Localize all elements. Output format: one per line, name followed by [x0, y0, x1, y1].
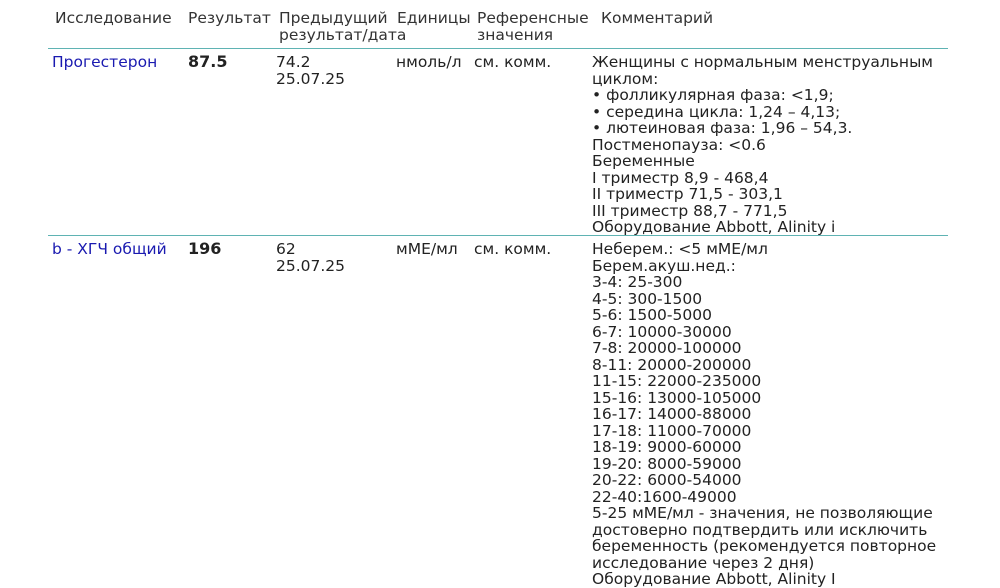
- column-header-units-label: Единицы: [397, 9, 471, 27]
- comment-line: I триместр 8,9 - 468,4: [592, 168, 769, 187]
- column-header-previous-line1: Предыдущий: [279, 9, 388, 27]
- column-header-previous: [279, 10, 406, 43]
- comment-line: • середина цикла: 1,24 – 4,13;: [592, 102, 841, 121]
- column-header-study: [55, 10, 172, 27]
- reference-progesterone: см. комм.: [474, 53, 552, 71]
- comment-line: Оборудование Abbott, Alinity i: [592, 218, 836, 236]
- comment-line: циклом:: [592, 69, 659, 88]
- comment-line: • фолликулярная фаза: <1,9;: [592, 86, 834, 104]
- comment-line: 11-15: 22000-235000: [592, 372, 762, 390]
- result-value-progesterone: 87.5: [188, 52, 228, 71]
- column-header-result: [188, 10, 271, 27]
- column-header-result-label: Результат: [188, 9, 271, 27]
- comment-line: Оборудование Abbott, Alinity I: [592, 570, 836, 588]
- comment-line: 17-18: 11000-70000: [592, 421, 752, 440]
- comment-line: 6-7: 10000-30000: [592, 322, 732, 341]
- comment-line: достоверно подтвердить или исключить: [592, 520, 928, 539]
- reference-b-hcg: см. комм.: [474, 240, 552, 258]
- comment-line: 8-11: 20000-200000: [592, 355, 752, 374]
- header-divider: [48, 48, 948, 49]
- comment-b-hcg: [592, 241, 952, 588]
- comment-line: Женщины с нормальным менструальным: [592, 53, 933, 71]
- column-header-reference-line2: значения: [477, 25, 554, 44]
- comment-line: II триместр 71,5 - 303,1: [592, 185, 783, 203]
- comment-line: 22-40:1600-49000: [592, 487, 737, 506]
- column-header-study-label: Исследование: [55, 9, 172, 27]
- previous-date: 25.07.25: [276, 256, 346, 275]
- comment-line: беременность (рекомендуется повторное: [592, 537, 937, 555]
- test-name-progesterone[interactable]: Прогестерон: [52, 53, 158, 71]
- comment-line: 15-16: 13000-105000: [592, 388, 762, 407]
- comment-line: Берем.акуш.нед.:: [592, 256, 736, 275]
- result-value-b-hcg: 196: [188, 239, 222, 258]
- comment-line: • лютеиновая фаза: 1,96 – 54,3.: [592, 119, 853, 137]
- comment-line: III триместр 88,7 - 771,5: [592, 201, 788, 220]
- column-header-comment-label: Комментарий: [601, 9, 714, 27]
- previous-value: 74.2: [276, 53, 311, 71]
- comment-line: исследование через 2 дня): [592, 553, 815, 572]
- previous-value: 62: [276, 240, 296, 258]
- comment-line: Постменопауза: <0.6: [592, 135, 766, 154]
- comment-line: Неберем.: <5 мМЕ/мл: [592, 240, 768, 258]
- comment-line: 3-4: 25-300: [592, 273, 683, 291]
- previous-date: 25.07.25: [276, 69, 346, 88]
- comment-line: 18-19: 9000-60000: [592, 438, 742, 456]
- comment-line: 5-25 мМЕ/мл - значения, не позволяющие: [592, 504, 933, 522]
- previous-result-b-hcg: [276, 241, 345, 274]
- column-header-reference-line1: Референсные: [477, 9, 589, 27]
- test-name-b-hcg[interactable]: b - ХГЧ общий: [52, 240, 167, 258]
- comment-line: 16-17: 14000-88000: [592, 405, 752, 423]
- comment-progesterone: [592, 54, 952, 236]
- comment-line: 19-20: 8000-59000: [592, 454, 742, 473]
- comment-line: 5-6: 1500-5000: [592, 306, 712, 324]
- comment-line: 20-22: 6000-54000: [592, 471, 742, 489]
- comment-line: 7-8: 20000-100000: [592, 339, 742, 357]
- column-header-units: [397, 10, 471, 27]
- column-header-comment: [601, 10, 713, 27]
- column-header-previous-line2: результат/дата: [279, 25, 407, 44]
- column-header-reference: [477, 10, 589, 43]
- units-b-hcg: мМЕ/мл: [396, 240, 458, 258]
- comment-line: 4-5: 300-1500: [592, 289, 703, 308]
- row-divider: [48, 235, 948, 236]
- previous-result-progesterone: [276, 54, 345, 87]
- units-progesterone: нмоль/л: [396, 53, 462, 71]
- comment-line: Беременные: [592, 152, 695, 170]
